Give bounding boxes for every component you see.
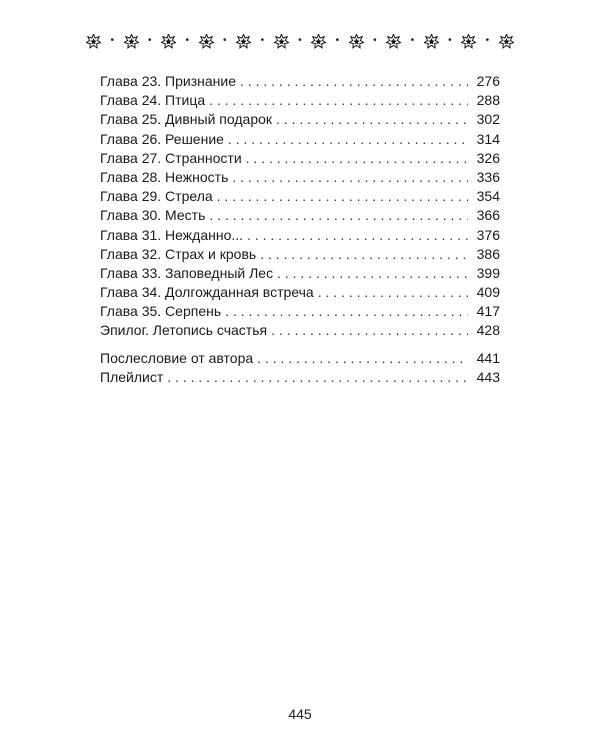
toc-entry-page: 441 [476, 350, 500, 366]
toc-entry-title: Глава 25. Дивный подарок [100, 111, 273, 128]
toc-entry-page: 417 [476, 303, 500, 320]
toc-entry-title: Глава 30. Месть [100, 207, 206, 224]
toc-entry-title: Эпилог. Летопись счастья [100, 322, 268, 339]
toc-entry[interactable] [100, 110, 500, 129]
toc-entry[interactable] [100, 321, 500, 340]
ornament-separator-dot: • [223, 35, 227, 46]
toc-entry-page: 326 [476, 149, 500, 166]
toc-dot-leader [240, 72, 468, 91]
ornament-separator-dot: • [335, 35, 340, 46]
toc-dot-leader [167, 368, 468, 387]
toc-dot-leader [209, 91, 468, 110]
toc-dot-leader [277, 264, 468, 283]
toc-entry-page: 276 [476, 73, 500, 89]
page-number: 445 [288, 706, 312, 722]
toc-entry[interactable] [100, 206, 500, 225]
star-ornament-icon [461, 34, 476, 49]
toc-entry-title: Глава 27. Странности [100, 149, 242, 166]
toc-dot-leader [232, 168, 468, 187]
toc-entry[interactable] [100, 245, 500, 264]
toc-dot-leader [217, 187, 468, 206]
toc-entry-page: 399 [476, 264, 500, 281]
toc-entry-page: 354 [476, 188, 500, 205]
toc-entry-title: Глава 28. Нежность [100, 168, 229, 185]
toc-entry-page: 336 [476, 168, 500, 185]
ornament-separator-dot: • [298, 35, 302, 46]
toc-entry-title: Послесловие от автора [100, 350, 254, 366]
toc-entry-page: 376 [476, 226, 500, 243]
toc-entry[interactable] [100, 168, 500, 187]
toc-dot-leader [257, 349, 468, 368]
toc-entry-page: 288 [476, 92, 500, 109]
star-ornament-icon [386, 34, 401, 49]
toc-dot-leader [225, 302, 468, 321]
star-ornament-icon [86, 34, 101, 49]
toc-entry-title: Глава 26. Решение [100, 130, 224, 147]
toc-entry-title: Глава 34. Долгожданная встреча [100, 284, 314, 301]
ornament-row [86, 30, 514, 52]
star-ornament-icon [199, 34, 214, 49]
ornament-separator-dot: • [448, 35, 452, 46]
toc-entry[interactable] [100, 264, 500, 283]
toc-entry[interactable] [100, 72, 500, 91]
toc-dot-leader [260, 245, 468, 264]
toc-entry-page: 366 [476, 207, 500, 224]
toc-chapters [100, 72, 500, 341]
toc-entry[interactable] [100, 149, 500, 168]
toc-entry[interactable] [100, 187, 500, 206]
toc-entry[interactable] [100, 368, 500, 387]
toc-entry-title: Глава 33. Заповедный Лес [100, 264, 274, 281]
ornament-separator-dot: • [485, 35, 490, 46]
toc-back-matter [100, 349, 500, 387]
toc-entry-title: Глава 29. Стрела [100, 188, 213, 205]
toc-entry-title: Глава 35. Серпень [100, 303, 222, 320]
toc-entry[interactable] [100, 130, 500, 149]
star-ornament-icon [424, 34, 439, 49]
toc-entry[interactable] [100, 283, 500, 302]
toc-dot-leader [209, 206, 468, 225]
toc-entry[interactable] [100, 91, 500, 110]
toc-entry-title: Глава 24. Птица [100, 92, 206, 109]
toc-dot-leader [228, 130, 468, 149]
star-ornament-icon [349, 34, 364, 49]
ornament-separator-dot: • [148, 35, 152, 46]
ornament-separator-dot: • [373, 35, 377, 46]
toc-dot-leader [246, 149, 468, 168]
star-ornament-icon [236, 34, 251, 49]
toc-dot-leader [318, 283, 468, 302]
star-ornament-icon [274, 34, 289, 49]
toc-entry-page: 302 [476, 111, 500, 128]
toc-entry-title: Глава 23. Признание [100, 73, 237, 89]
toc-dot-leader [247, 226, 468, 245]
toc-entry[interactable] [100, 349, 500, 368]
toc-dot-leader [276, 110, 468, 129]
toc-entry-page: 314 [476, 130, 500, 147]
toc-entry-page: 443 [476, 369, 500, 386]
toc-entry-page: 409 [476, 284, 500, 301]
toc-dot-leader [271, 321, 468, 340]
ornament-separator-dot: • [260, 35, 265, 46]
star-ornament-icon [161, 34, 176, 49]
ornament-separator-dot: • [110, 35, 115, 46]
star-ornament-icon [311, 34, 326, 49]
toc-entry[interactable] [100, 226, 500, 245]
toc-entry-title: Глава 31. Нежданно... [100, 226, 244, 243]
star-ornament-icon [124, 34, 139, 49]
toc-entry[interactable] [100, 302, 500, 321]
ornament-separator-dot: • [410, 35, 415, 46]
toc-entry-page: 428 [476, 322, 500, 339]
ornament-separator-dot: • [185, 35, 190, 46]
toc-entry-page: 386 [476, 245, 500, 262]
star-ornament-icon [499, 34, 514, 49]
toc-entry-title: Глава 32. Страх и кровь [100, 245, 257, 262]
toc-entry-title: Плейлист [100, 369, 164, 386]
